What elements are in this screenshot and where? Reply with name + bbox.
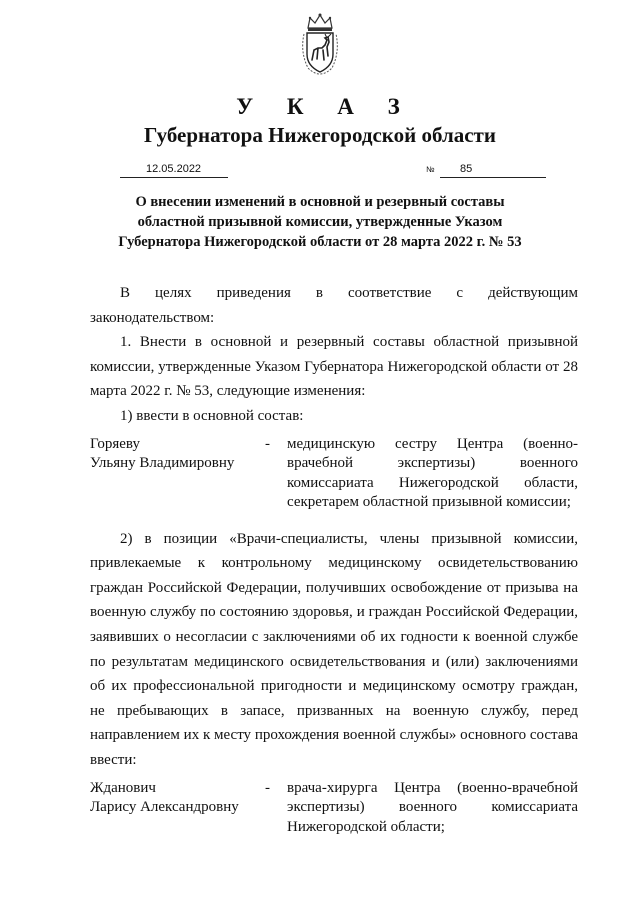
dash-separator: - <box>265 435 270 452</box>
coat-of-arms-icon <box>298 12 342 76</box>
subject-line-3: Губернатора Нижегородской области от 28 марта 2022 г. № 53 <box>118 234 522 250</box>
number-value: 85 <box>460 163 473 175</box>
date-value: 12.05.2022 <box>146 163 202 175</box>
member-name <box>90 779 265 838</box>
member-surname: Горяеву <box>90 435 140 452</box>
paragraph-subitem-1: 1) ввести в основной состав: <box>120 407 304 424</box>
document-date <box>120 163 228 179</box>
document-subject <box>90 192 550 252</box>
number-underline <box>440 177 546 178</box>
member-entry <box>90 435 578 513</box>
subject-line-1: О внесении изменений в основной и резервный составы <box>135 194 505 210</box>
member-position-text: врача-хирурга Центра (военно-врачебной экспертизы) военного комиссариата Нижегородской области; <box>287 779 578 835</box>
member-position <box>265 435 578 513</box>
subject-line-2: областной призывной комиссии, утвержденные Указом <box>137 214 503 230</box>
member-name <box>90 435 265 513</box>
member-position-text: медицинскую сестру Центра (военно-врачебной экспертизы) военного комиссариата Нижегородской области, секретарем областной призывной комиссии; <box>287 435 578 511</box>
number-sign: № <box>426 165 435 174</box>
member-given-names: Ларису Александровну <box>90 799 239 815</box>
paragraph-preamble: В целях приведения в соответствие с действующим законодательством: <box>90 285 578 326</box>
paragraph-subitem-2: 2) в позиции «Врачи-специалисты, члены призывной комиссии, привлекаемые к контрольному медицинскому освидетельствованию граждан Российской Федерации, получивших освобождение от призыва на военную службу по состоянию здоровья, и граждан Российской Федерации, заявивших о несогласии с заключениями об их годности к военной службе по результатам медицинского освидетельствования и (или) заключениями об их профессиональной пригодности и медицинскому осмотру граждан, не пребывающих в запасе, призванных на военную службу, перед направлением их к месту прохождения военной службы» основного состава ввести: <box>90 530 578 768</box>
member-entry <box>90 779 578 838</box>
issuer-heading: Губернатора Нижегородской области <box>144 123 496 147</box>
date-underline <box>120 177 228 178</box>
paragraph-item-1: 1. Внести в основной и резервный составы областной призывной комиссии, утвержденные Указом Губернатора Нижегородской области от 28 марта 2022 г. № 53, следующие изменения: <box>90 334 578 400</box>
document-body <box>90 281 578 837</box>
dash-separator: - <box>265 779 270 796</box>
member-given-names: Ульяну Владимировну <box>90 455 235 472</box>
member-position <box>265 779 578 838</box>
document-number <box>426 163 546 179</box>
document-type-heading: У К А З <box>236 94 414 119</box>
member-surname: Жданович <box>90 779 156 796</box>
